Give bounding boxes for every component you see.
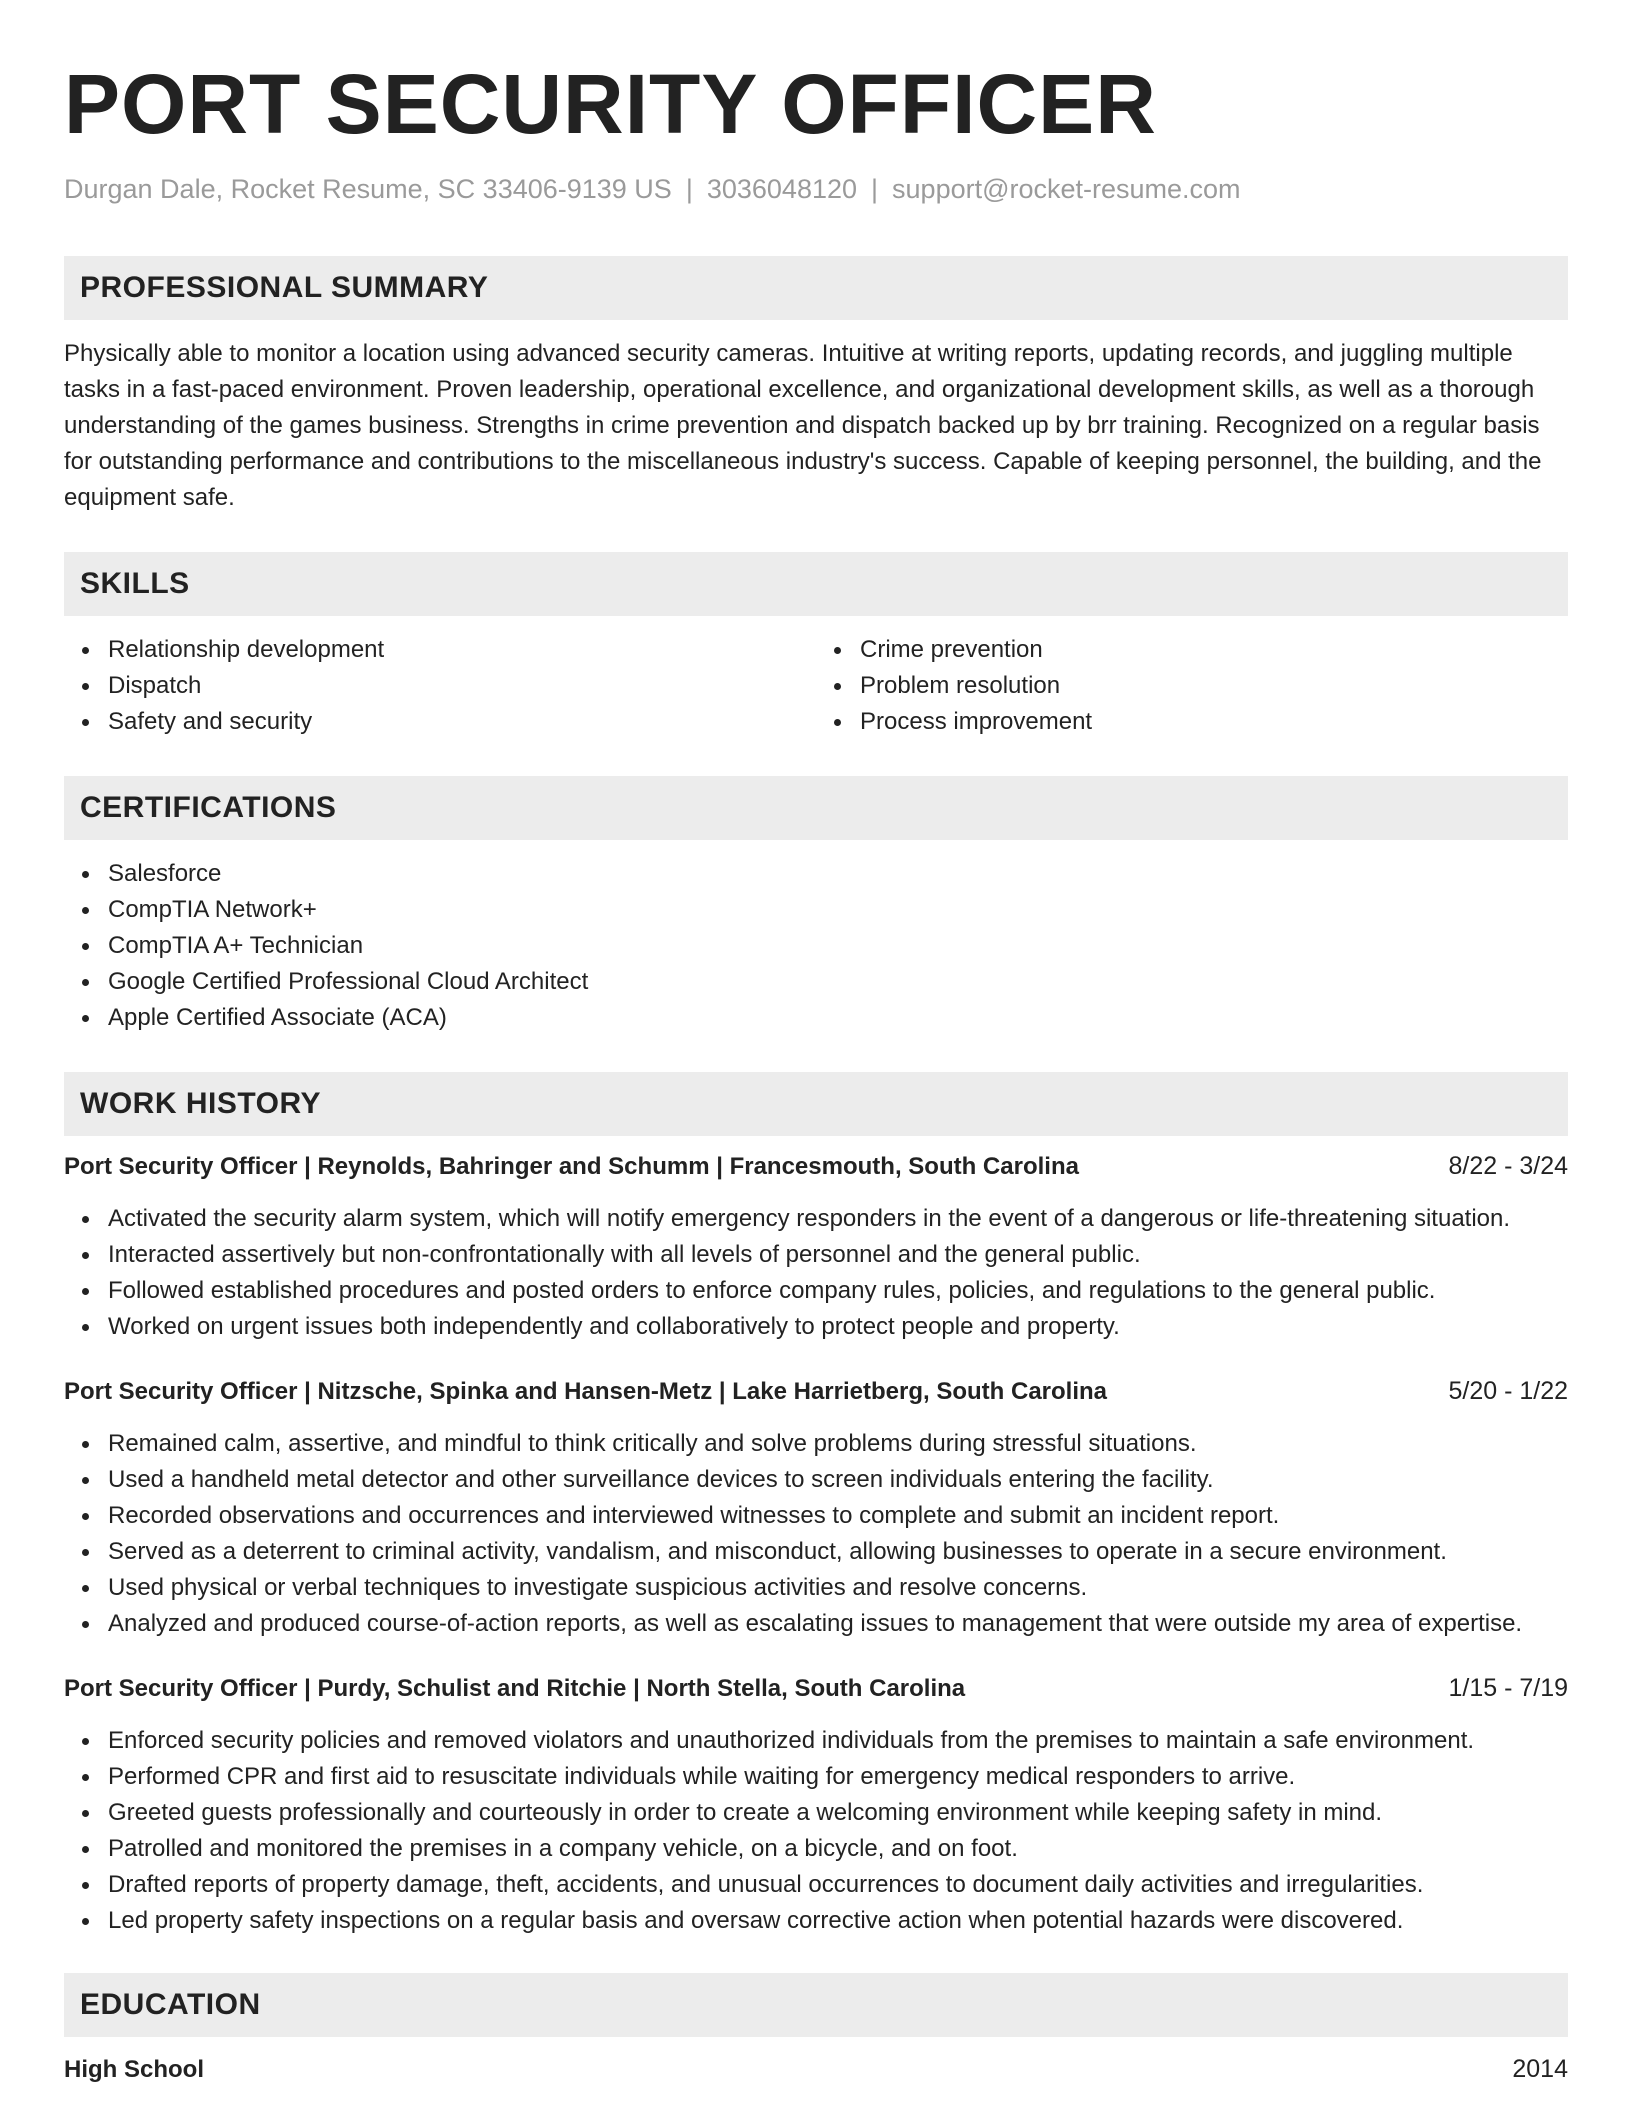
- job-title: Port Security Officer | Purdy, Schulist and Ritchie | North Stella, South Carolina: [64, 1675, 966, 1702]
- skill-item: Crime prevention: [816, 632, 1568, 668]
- job-bullet: Performed CPR and first aid to resuscitate individuals while waiting for emergency medical responders to arrive.: [64, 1759, 1568, 1795]
- contact-phone: 3036048120: [706, 174, 858, 204]
- job-header: [64, 1148, 1568, 1185]
- work-history-section: [64, 1072, 1568, 1939]
- job-bullets: [64, 1723, 1568, 1939]
- skills-section: [64, 552, 1568, 740]
- job-bullet: Activated the security alarm system, which will notify emergency responders in the event of a dangerous or life-threatening situation.: [64, 1201, 1568, 1237]
- job-bullet: Worked on urgent issues both independently and collaboratively to protect people and property.: [64, 1309, 1568, 1345]
- contact-line: [64, 172, 1568, 206]
- skill-item: Dispatch: [64, 668, 816, 704]
- section-heading-work-history: WORK HISTORY: [64, 1072, 1568, 1136]
- job-entry: [64, 1670, 1568, 1939]
- certifications-section: [64, 776, 1568, 1036]
- job-title: Port Security Officer | Nitzsche, Spinka and Hansen-Metz | Lake Harrietberg, South Carolina: [64, 1378, 1108, 1405]
- job-bullet: Enforced security policies and removed violators and unauthorized individuals from the premises to maintain a safe environment.: [64, 1723, 1568, 1759]
- job-bullet: Led property safety inspections on a regular basis and oversaw corrective action when potential hazards were discovered.: [64, 1903, 1568, 1939]
- job-entry: [64, 1148, 1568, 1345]
- summary-text: Physically able to monitor a location using advanced security cameras. Intuitive at writing reports, updating records, and juggling multiple tasks in a fast-paced environment. Proven leadership, operational excellence, and organizational development skills, as well as a thorough understanding of the games business. Strengths in crime prevention and dispatch backed up by brr training. Recognized on a regular basis for outstanding performance and contributions to the miscellaneous industry's success. Capable of keeping personnel, the building, and the equipment safe.: [64, 340, 1542, 511]
- education-year: 2014: [1512, 2055, 1568, 2083]
- certification-item: CompTIA Network+: [64, 892, 1568, 928]
- job-bullet: Analyzed and produced course-of-action reports, as well as escalating issues to management that were outside my area of expertise.: [64, 1606, 1568, 1642]
- section-heading-certifications: CERTIFICATIONS: [64, 776, 1568, 840]
- contact-separator: |: [685, 174, 693, 204]
- skill-item: Relationship development: [64, 632, 816, 668]
- job-bullet: Used physical or verbal techniques to investigate suspicious activities and resolve concerns.: [64, 1570, 1568, 1606]
- job-bullets: [64, 1201, 1568, 1345]
- summary-section: [64, 256, 1568, 516]
- skills-grid: [64, 616, 1568, 740]
- job-bullets: [64, 1426, 1568, 1642]
- certification-item: Apple Certified Associate (ACA): [64, 1000, 1568, 1036]
- job-bullet: Drafted reports of property damage, theft, accidents, and unusual occurrences to document daily activities and irregularities.: [64, 1867, 1568, 1903]
- contact-email[interactable]: support@rocket-resume.com: [892, 174, 1241, 204]
- skill-item: Problem resolution: [816, 668, 1568, 704]
- job-bullet: Remained calm, assertive, and mindful to think critically and solve problems during stressful situations.: [64, 1426, 1568, 1462]
- job-bullet: Served as a deterrent to criminal activity, vandalism, and misconduct, allowing businesses to operate in a secure environment.: [64, 1534, 1568, 1570]
- section-heading-summary: PROFESSIONAL SUMMARY: [64, 256, 1568, 320]
- job-bullet: Followed established procedures and posted orders to enforce company rules, policies, and regulations to the general public.: [64, 1273, 1568, 1309]
- job-bullet: Greeted guests professionally and courteously in order to create a welcoming environment while keeping safety in mind.: [64, 1795, 1568, 1831]
- job-dates: 1/15 - 7/19: [1448, 1674, 1568, 1702]
- section-heading-skills: SKILLS: [64, 552, 1568, 616]
- certification-item: Salesforce: [64, 856, 1568, 892]
- contact-separator: |: [871, 174, 879, 204]
- job-header: [64, 1670, 1568, 1707]
- education-school: High School: [64, 2056, 204, 2083]
- job-header: [64, 1373, 1568, 1410]
- skill-item: Process improvement: [816, 704, 1568, 740]
- job-dates: 8/22 - 3/24: [1448, 1152, 1568, 1180]
- certifications-list: [64, 856, 1568, 1036]
- contact-address: Durgan Dale, Rocket Resume, SC 33406-9139 US: [64, 174, 672, 204]
- job-bullet: Patrolled and monitored the premises in a company vehicle, on a bicycle, and on foot.: [64, 1831, 1568, 1867]
- job-title: Port Security Officer | Reynolds, Bahringer and Schumm | Francesmouth, South Carolina: [64, 1153, 1079, 1180]
- education-section: [64, 1973, 1568, 2088]
- certification-item: CompTIA A+ Technician: [64, 928, 1568, 964]
- resume-title: PORT SECURITY OFFICER: [64, 57, 1157, 151]
- job-bullet: Used a handheld metal detector and other surveillance devices to screen individuals entering the facility.: [64, 1462, 1568, 1498]
- job-bullet: Interacted assertively but non-confrontationally with all levels of personnel and the general public.: [64, 1237, 1568, 1273]
- skills-list-left: [64, 632, 816, 740]
- job-dates: 5/20 - 1/22: [1448, 1377, 1568, 1405]
- skills-list-right: [816, 632, 1568, 740]
- certification-item: Google Certified Professional Cloud Architect: [64, 964, 1568, 1000]
- education-entry: [64, 2051, 1568, 2088]
- job-bullet: Recorded observations and occurrences and interviewed witnesses to complete and submit an incident report.: [64, 1498, 1568, 1534]
- skill-item: Safety and security: [64, 704, 816, 740]
- job-entry: [64, 1373, 1568, 1642]
- section-heading-education: EDUCATION: [64, 1973, 1568, 2037]
